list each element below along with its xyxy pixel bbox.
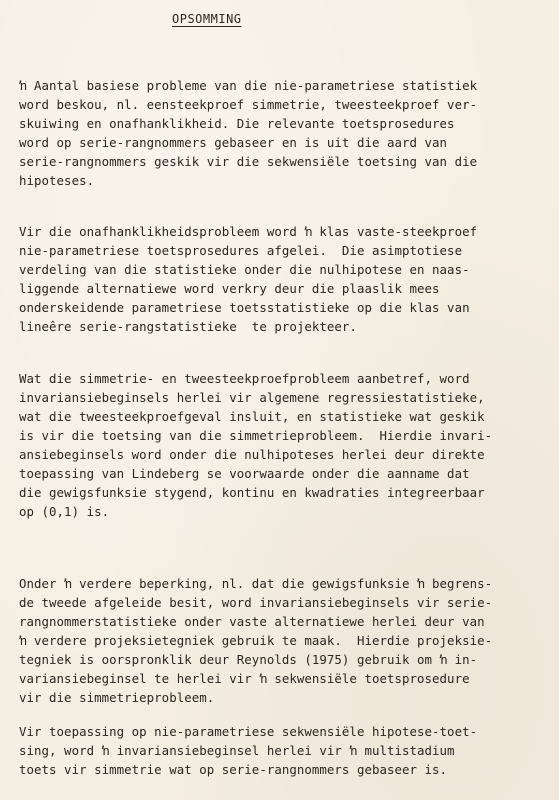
text-line: Onder ŉ verdere beperking, nl. dat die gewigsfunksie ŉ begrens- [19, 576, 493, 591]
text-line: ŉ verdere projeksietegniek gebruik te maak. Hierdie projeksie- [19, 633, 493, 648]
text-line: skuiwing en onafhanklikheid. Die relevante toetsprosedures [19, 116, 455, 131]
paragraph-5 [19, 722, 549, 779]
paragraph-2 [19, 222, 549, 336]
text-line: vir die simmetrieprobleem. [19, 690, 215, 705]
paragraph-1 [19, 76, 549, 190]
text-line: invariansiebeginsels herlei vir algemene regressiestatistieke, [19, 390, 485, 405]
text-line: op (0,1) is. [19, 504, 110, 519]
text-line: nie-parametriese toetsprosedures afgelei. Die asimptotiese [19, 243, 463, 258]
text-line: toepassing van Lindeberg se voorwaarde onder die aanname dat [19, 466, 470, 481]
text-line: rangnommerstatistieke onder vaste alternatiewe herlei deur van [19, 614, 485, 629]
text-line: tegniek is oorspronklik deur Reynolds (1975) gebruik om ŉ in- [19, 652, 478, 667]
text-line: Vir die onafhanklikheidsprobleem word ŉ klas vaste-steekproef [19, 224, 478, 239]
text-line: word op serie-rangnommers gebaseer en is uit die aard van [19, 135, 448, 150]
text-line: ŉ Aantal basiese probleme van die nie-parametriese statistiek [19, 78, 478, 93]
paragraph-3 [19, 369, 549, 521]
text-line: word beskou, nl. eensteekproef simmetrie, tweesteekproef ver- [19, 97, 478, 112]
text-line: wat die tweesteekproefgeval insluit, en statistieke wat geskik [19, 409, 485, 424]
text-line: toets vir simmetrie wat op serie-rangnommers gebaseer is. [19, 762, 448, 777]
text-line: is vir die toetsing van die simmetrieprobleem. Hierdie invari- [19, 428, 493, 443]
text-line: die gewigsfunksie stygend, kontinu en kwadraties integreerbaar [19, 485, 485, 500]
text-line: Wat die simmetrie- en tweesteekproefprobleem aanbetref, word [19, 371, 470, 386]
text-line: ansiebeginsels word onder die nulhipoteses herlei deur direkte [19, 447, 485, 462]
text-line: liggende alternatiewe word verkry deur die plaaslik mees [19, 281, 440, 296]
text-line: sing, word ŉ invariansiebeginsel herlei vir ŉ multistadium [19, 743, 455, 758]
text-line: hipoteses. [19, 173, 95, 188]
text-line: verdeling van die statistieke onder die nulhipotese en naas- [19, 262, 470, 277]
text-line: onderskeidende parametriese toetsstatistieke op die klas van [19, 300, 470, 315]
text-line: serie-rangnommers geskik vir die sekwensiële toetsing van die [19, 154, 478, 169]
page-title: OPSOMMING [172, 12, 242, 26]
paragraph-4 [19, 574, 549, 707]
text-line: variansiebeginsel te herlei vir ŉ sekwensiële toetsprosedure [19, 671, 470, 686]
text-line: Vir toepassing op nie-parametriese sekwensiële hipotese-toet- [19, 724, 478, 739]
text-line: de tweede afgeleide besit, word invariansiebeginsels vir serie- [19, 595, 493, 610]
text-line: lineêre serie-rangstatistieke te projekteer. [19, 319, 357, 334]
